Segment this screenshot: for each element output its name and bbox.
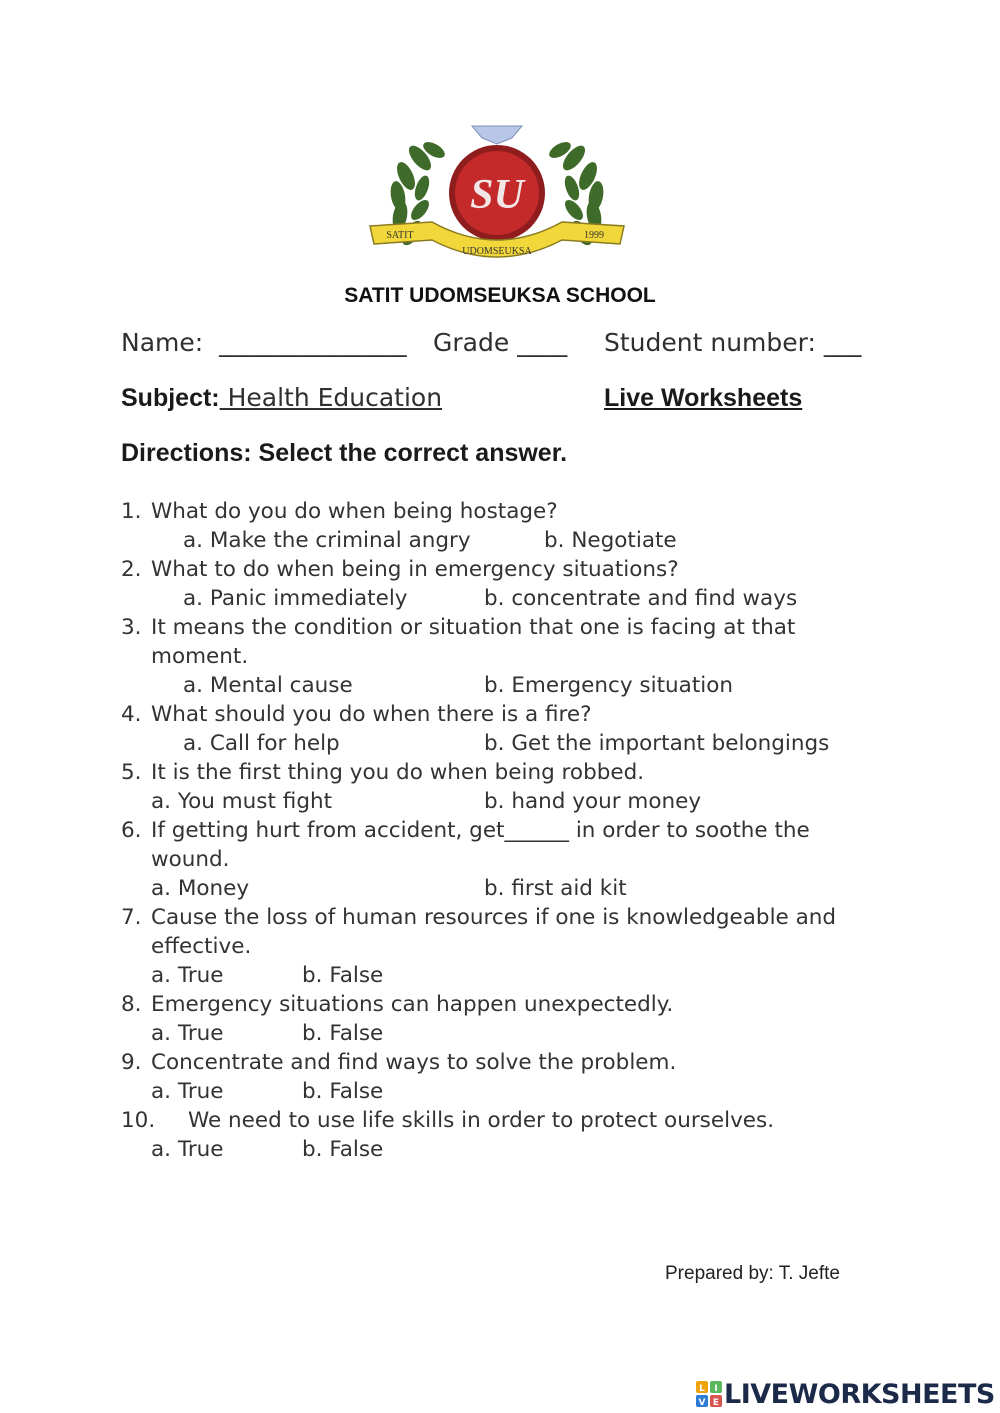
student-number-field	[604, 328, 861, 357]
svg-text:V: V	[698, 1398, 706, 1407]
question-text: effective.	[151, 934, 252, 959]
option-b[interactable]: b. Negotiate	[544, 528, 677, 553]
prepared-by: Prepared by: T. Jefte	[665, 1263, 840, 1284]
option-b[interactable]: b. False	[302, 1079, 384, 1104]
question-text: moment.	[151, 644, 249, 669]
school-logo	[362, 118, 632, 268]
question-number: 1.	[121, 499, 142, 524]
question-number: 3.	[121, 615, 142, 640]
question-text: Emergency situations can happen unexpectedly.	[151, 992, 674, 1017]
question-text: What should you do when there is a fire?	[151, 702, 592, 727]
subject-value: Health Education	[219, 383, 443, 412]
question-number: 10.	[121, 1108, 156, 1133]
directions: Directions: Select the correct answer.	[121, 439, 568, 467]
question-number: 5.	[121, 760, 142, 785]
option-b[interactable]: b. Get the important belongings	[484, 731, 830, 756]
live-worksheets-title: Live Worksheets	[604, 384, 803, 412]
option-b[interactable]: b. first aid kit	[484, 876, 627, 901]
student-number-blank[interactable]: ___	[823, 328, 862, 357]
question-number: 4.	[121, 702, 142, 727]
option-b[interactable]: b. False	[302, 1137, 384, 1162]
grade-field	[433, 328, 567, 357]
option-a[interactable]: a. True	[151, 1137, 224, 1162]
question-text: Cause the loss of human resources if one is knowledgeable and	[151, 905, 837, 930]
question-text: We need to use life skills in order to protect ourselves.	[188, 1108, 775, 1133]
question-text: Concentrate and find ways to solve the problem.	[151, 1050, 677, 1075]
question-text: wound.	[151, 847, 230, 872]
option-b[interactable]: b. Emergency situation	[484, 673, 734, 698]
option-a[interactable]: a. Money	[151, 876, 250, 901]
ribbon-text-left: SATIT	[386, 230, 414, 241]
student-number-label: Student number:	[604, 328, 816, 357]
liveworksheets-logo-icon	[696, 1381, 722, 1407]
svg-text:L: L	[699, 1384, 705, 1394]
option-a[interactable]: a. Call for help	[183, 731, 340, 756]
name-label: Name:	[121, 328, 204, 357]
ribbon-text-right: 1999	[584, 230, 604, 241]
question-number: 8.	[121, 992, 142, 1017]
svg-text:E: E	[712, 1398, 720, 1407]
ribbon-text-center: UDOMSEUKSA	[462, 246, 532, 257]
option-a[interactable]: a. True	[151, 1079, 224, 1104]
option-a[interactable]: a. Make the criminal angry	[183, 528, 471, 553]
name-blank[interactable]: _______________	[219, 328, 407, 357]
option-b[interactable]: b. False	[302, 1021, 384, 1046]
svg-text:I: I	[714, 1384, 718, 1394]
option-a[interactable]: a. Panic immediately	[183, 586, 408, 611]
grade-blank[interactable]: ____	[517, 328, 568, 357]
liveworksheets-wordmark: LIVEWORKSHEETS	[724, 1378, 995, 1410]
grade-label: Grade	[433, 328, 510, 357]
option-b[interactable]: b. False	[302, 963, 384, 988]
question-text: What to do when being in emergency situations?	[151, 557, 679, 582]
question-number: 9.	[121, 1050, 142, 1075]
question-text: What do you do when being hostage?	[151, 499, 558, 524]
option-a[interactable]: a. You must fight	[151, 789, 333, 814]
option-a[interactable]: a. True	[151, 1021, 224, 1046]
option-b[interactable]: b. hand your money	[484, 789, 702, 814]
question-text: If getting hurt from accident, get______ in order to soothe the	[151, 818, 810, 843]
question-number: 2.	[121, 557, 142, 582]
question-text: It is the first thing you do when being robbed.	[151, 760, 645, 785]
option-a[interactable]: a. True	[151, 963, 224, 988]
option-a[interactable]: a. Mental cause	[183, 673, 353, 698]
question-text: It means the condition or situation that one is facing at that	[151, 615, 796, 640]
liveworksheets-watermark	[696, 1375, 995, 1413]
school-name: SATIT UDOMSEUKSA SCHOOL	[344, 284, 656, 307]
option-b[interactable]: b. concentrate and find ways	[484, 586, 798, 611]
diamond-icon	[472, 126, 522, 144]
name-field	[121, 328, 407, 357]
subject-line	[121, 383, 442, 413]
seal-monogram: SU	[470, 172, 524, 218]
question-number: 6.	[121, 818, 142, 843]
subject-label: Subject:	[121, 384, 220, 412]
question-number: 7.	[121, 905, 142, 930]
